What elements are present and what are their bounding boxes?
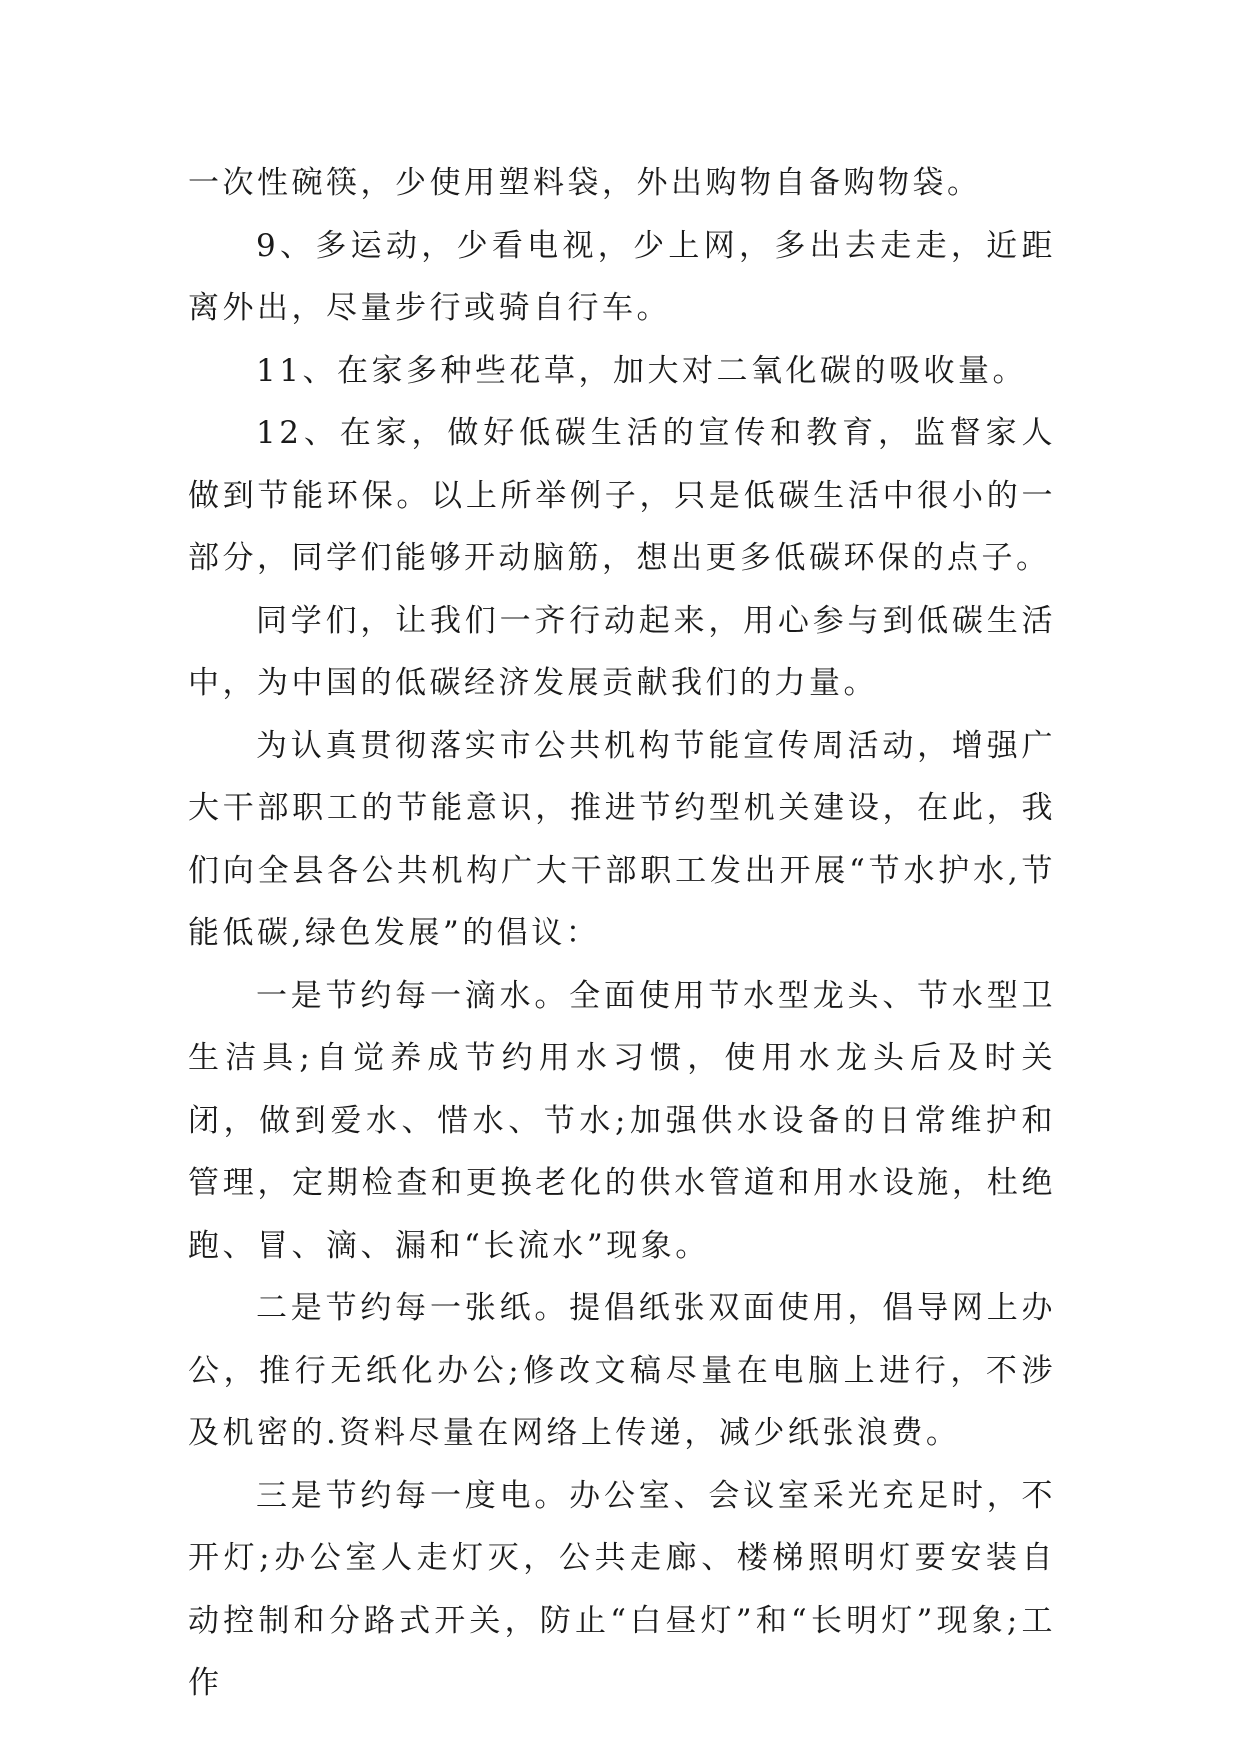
paragraph-item-11: 11、在家多种些花草，加大对二氧化碳的吸收量。	[256, 352, 1027, 389]
paragraph-save-electricity: 三是节约每一度电。办公室、会议室采光充足时，不开灯;办公室人走灯灭，公共走廊、楼梯照明灯要安装自动控制和分路式开关，防止“白昼灯”和“长明灯”现象;工作	[188, 1477, 1056, 1701]
paragraph-item-12: 12、在家，做好低碳生活的宣传和教育，监督家人做到节能环保。以上所举例子，只是低碳生活中很小的一部分，同学们能够开动脑筋，想出更多低碳环保的点子。	[188, 415, 1056, 576]
paragraph-save-paper: 二是节约每一张纸。提倡纸张双面使用，倡导网上办公，推行无纸化办公;修改文稿尽量在电脑上进行，不涉及机密的.资料尽量在网络上传递，减少纸张浪费。	[188, 1290, 1056, 1451]
document-body	[188, 152, 1056, 1715]
paragraph-item-9: 9、多运动，少看电视，少上网，多出去走走，近距离外出，尽量步行或骑自行车。	[188, 227, 1056, 326]
paragraph-call-to-action: 同学们，让我们一齐行动起来，用心参与到低碳生活中，为中国的低碳经济发展贡献我们的力量。	[188, 602, 1056, 701]
paragraph-save-water: 一是节约每一滴水。全面使用节水型龙头、节水型卫生洁具;自觉养成节约用水习惯，使用水龙头后及时关闭，做到爱水、惜水、节水;加强供水设备的日常维护和管理，定期检查和更换老化的供水管道和用水设施，杜绝跑、冒、滴、漏和“长流水”现象。	[188, 977, 1056, 1264]
paragraph-disposable-items: 一次性碗筷，少使用塑料袋，外出购物自备购物袋。	[188, 165, 982, 201]
paragraph-initiative-intro: 为认真贯彻落实市公共机构节能宣传周活动，增强广大干部职工的节能意识，推进节约型机关建设，在此，我们向全县各公共机构广大干部职工发出开展“节水护水,节能低碳,绿色发展”的倡议：	[188, 727, 1056, 951]
